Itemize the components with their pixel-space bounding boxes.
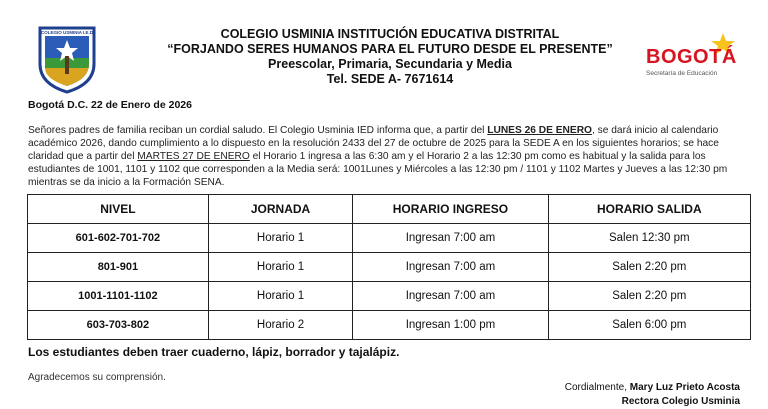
crest-text: COLEGIO USMINIA I.E.D: [40, 30, 94, 35]
cell-jornada: Horario 1: [208, 253, 353, 282]
school-motto: “FORJANDO SERES HUMANOS PARA EL FUTURO DESDE EL PRESENTE”: [167, 42, 613, 56]
school-crest-icon: [36, 24, 98, 94]
school-name: COLEGIO USMINIA INSTITUCIÓN EDUCATIVA DISTRITAL: [220, 27, 560, 41]
table-row: [28, 311, 751, 340]
cell-jornada: Horario 2: [208, 311, 353, 340]
header-nivel: NIVEL: [28, 195, 209, 224]
school-phone: Tel. SEDE A- 7671614: [326, 72, 454, 86]
cell-salida: Salen 12:30 pm: [548, 224, 750, 253]
signature-name: Mary Luz Prieto Acosta: [629, 382, 740, 393]
cell-nivel: 1001-1101-1102: [28, 282, 209, 311]
cell-jornada: Horario 1: [208, 282, 353, 311]
letterhead: [120, 27, 660, 87]
table-row: [28, 282, 751, 311]
letter-date: Bogotá D.C. 22 de Enero de 2026: [28, 99, 192, 111]
cell-ingreso: Ingresan 7:00 am: [353, 282, 548, 311]
cell-salida: Salen 6:00 pm: [548, 311, 750, 340]
bogota-logo: [640, 30, 740, 80]
bogota-wordmark: BOGOTÁ: [646, 46, 737, 68]
intro-text-3: el Horario 1 ingresa a las 6:30 am y el Horario 2 a las 12:30 pm como es habitual y la salida para los estudiantes de 1001, 1101 y 1102 que corresponden a la Media será: 1001Lunes y Miércoles a las 12:30 pm / 1101 y 1102 Martes y Jueves a las 12:30 pm mientras se da inicio a la Formación SENA.: [28, 151, 728, 188]
cell-ingreso: Ingresan 7:00 am: [353, 224, 548, 253]
intro-text-2: , se dará inicio al calendario académico 2026, dando cumplimiento a lo dispuesto en la resolución 2433 del 27 de octubre de 2025 para la SEDE A en los siguientes horarios; se hace claridad que a partir del: [28, 125, 719, 162]
intro-paragraph: [28, 124, 748, 189]
intro-date-start: LUNES 26 DE ENERO: [487, 125, 592, 136]
table-row: [28, 224, 751, 253]
cell-ingreso: Ingresan 1:00 pm: [353, 311, 548, 340]
signature-line: [565, 381, 740, 395]
signature-prefix: Cordialmente,: [564, 382, 627, 393]
header-jornada: JORNADA: [208, 195, 353, 224]
bogota-subtitle: Secretaría de Educación: [646, 70, 718, 77]
signature-block: [565, 381, 740, 409]
intro-date-change: MARTES 27 DE ENERO: [137, 151, 250, 162]
thanks-line: Agradecemos su comprensión.: [28, 372, 166, 383]
cell-nivel: 801-901: [28, 253, 209, 282]
table-row: [28, 253, 751, 282]
table-header-row: [28, 195, 751, 224]
intro-text-1: Señores padres de familia reciban un cordial saludo. El Colegio Usminia IED informa que, a partir del: [28, 125, 488, 136]
header-horario-salida: HORARIO SALIDA: [548, 195, 750, 224]
cell-nivel: 603-703-802: [28, 311, 209, 340]
cell-salida: Salen 2:20 pm: [548, 253, 750, 282]
cell-jornada: Horario 1: [208, 224, 353, 253]
cell-ingreso: Ingresan 7:00 am: [353, 253, 548, 282]
cell-salida: Salen 2:20 pm: [548, 282, 750, 311]
cell-nivel: 601-602-701-702: [28, 224, 209, 253]
signature-role: Rectora Colegio Usminia: [621, 396, 740, 407]
schedule-table: [27, 194, 751, 340]
supplies-note: Los estudiantes deben traer cuaderno, lápiz, borrador y tajalápiz.: [28, 345, 400, 359]
header-horario-ingreso: HORARIO INGRESO: [353, 195, 548, 224]
school-levels: Preescolar, Primaria, Secundaria y Media: [268, 57, 512, 71]
